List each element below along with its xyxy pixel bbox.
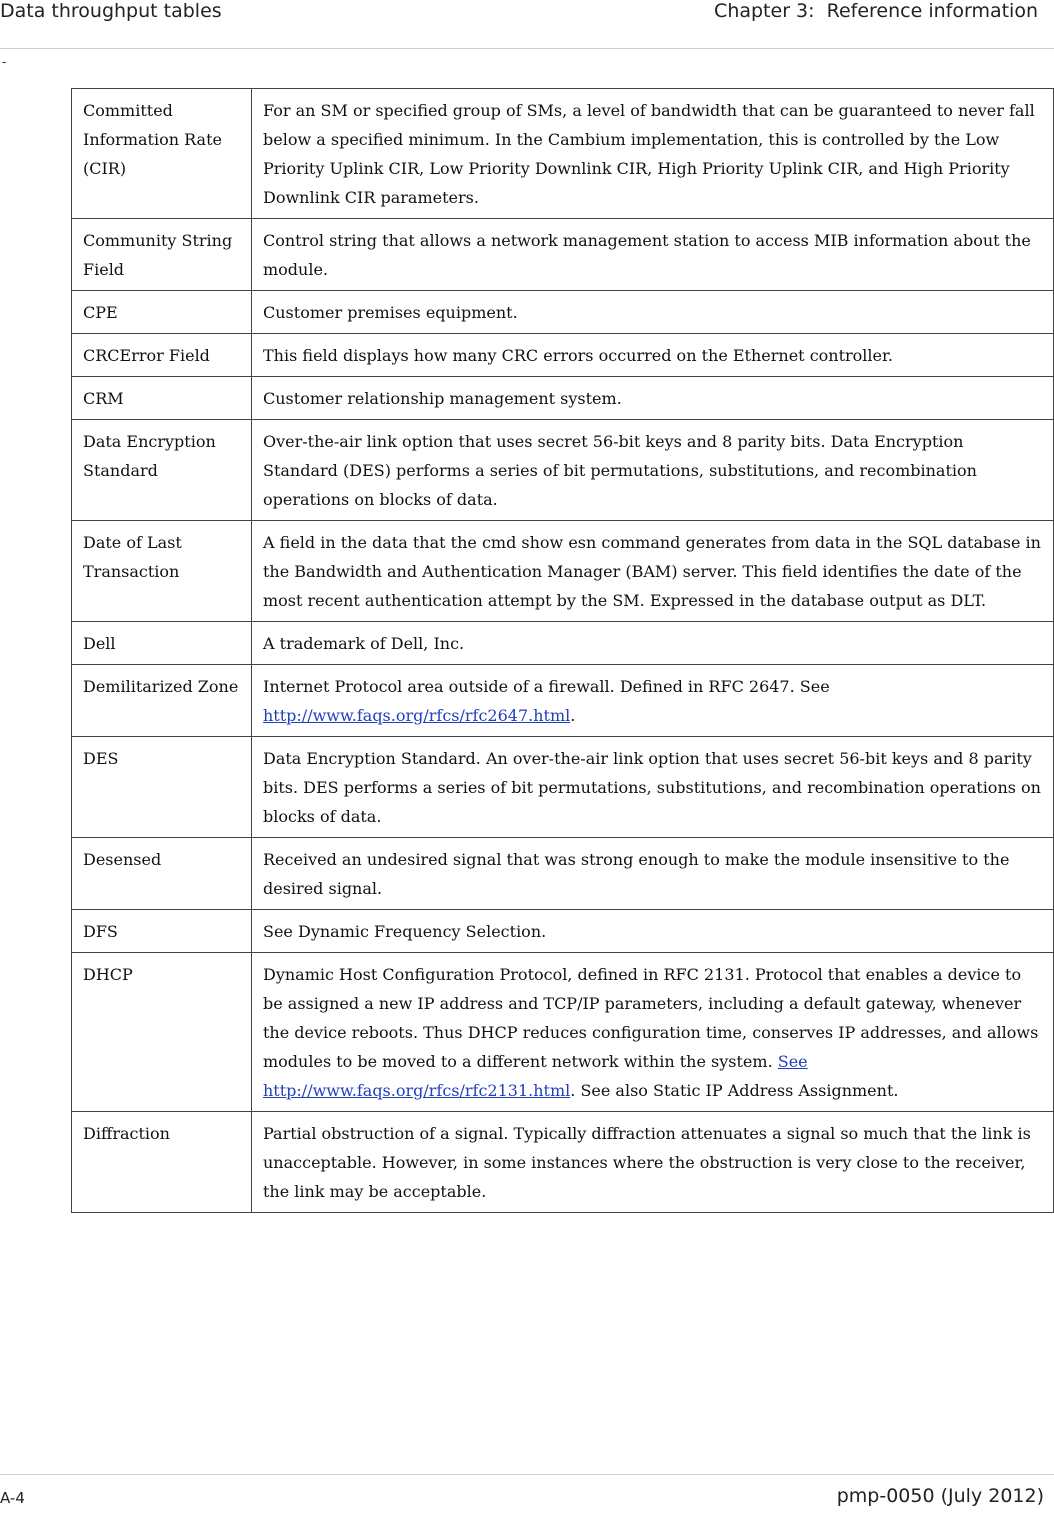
glossary-term: Diffraction: [72, 1112, 252, 1213]
table-row: [72, 622, 1054, 665]
definition-text-end: . See also Static IP Address Assignment.: [570, 1081, 899, 1100]
glossary-term: DES: [72, 737, 252, 838]
glossary-term: CRM: [72, 377, 252, 420]
header-section-title: Data throughput tables: [0, 0, 222, 22]
page-footer: [0, 1474, 1054, 1513]
table-row: [72, 219, 1054, 291]
glossary-term: Committed Information Rate (CIR): [72, 89, 252, 219]
glossary-term: Community String Field: [72, 219, 252, 291]
glossary-definition: A trademark of Dell, Inc.: [252, 622, 1054, 665]
glossary-definition: Control string that allows a network management station to access MIB information about the module.: [252, 219, 1054, 291]
table-row: [72, 665, 1054, 737]
page-number: A-4: [0, 1489, 25, 1507]
table-row: [72, 521, 1054, 622]
glossary-definition: Customer premises equipment.: [252, 291, 1054, 334]
glossary-definition: Over-the-air link option that uses secret 56-bit keys and 8 parity bits. Data Encryption Standard (DES) performs a series of bit permutations, substitutions, and recombination operations on blocks of data.: [252, 420, 1054, 521]
definition-text-end: .: [570, 706, 576, 725]
glossary-table: [71, 88, 1054, 1213]
table-row: [72, 953, 1054, 1112]
table-row: [72, 838, 1054, 910]
rfc2647-link[interactable]: http://www.faqs.org/rfcs/rfc2647.html: [263, 706, 571, 725]
definition-text: Dynamic Host Configuration Protocol, defined in RFC 2131. Protocol that enables a device to be assigned a new IP address and TCP/IP parameters, including a default gateway, whenever the device reboots. Thus DHCP reduces configuration time, conserves IP addresses, and allows modules to be moved to a different network within the system.: [263, 965, 1039, 1071]
glossary-definition: Data Encryption Standard. An over-the-air link option that uses secret 56-bit keys and 8 parity bits. DES performs a series of bit permutations, substitutions, and recombination operations on blocks of data.: [252, 737, 1054, 838]
table-row: [72, 377, 1054, 420]
table-row: [72, 420, 1054, 521]
glossary-term: Data Encryption Standard: [72, 420, 252, 521]
header-chapter-title: Chapter 3: Reference information: [714, 0, 1038, 22]
glossary-term: Date of Last Transaction: [72, 521, 252, 622]
rfc2131-link[interactable]: See http://www.faqs.org/rfcs/rfc2131.html: [263, 1052, 808, 1100]
glossary-definition: [252, 665, 1054, 737]
glossary-term: CPE: [72, 291, 252, 334]
table-row: [72, 89, 1054, 219]
glossary-term: Dell: [72, 622, 252, 665]
definition-text: Internet Protocol area outside of a firewall. Defined in RFC 2647. See: [263, 677, 830, 696]
glossary-definition: Received an undesired signal that was strong enough to make the module insensitive to the desired signal.: [252, 838, 1054, 910]
table-row: [72, 334, 1054, 377]
glossary-definition: Customer relationship management system.: [252, 377, 1054, 420]
table-row: [72, 1112, 1054, 1213]
glossary-definition: This field displays how many CRC errors occurred on the Ethernet controller.: [252, 334, 1054, 377]
table-row: [72, 737, 1054, 838]
glossary-term: DFS: [72, 910, 252, 953]
glossary-definition: A field in the data that the cmd show esn command generates from data in the SQL database in the Bandwidth and Authentication Manager (BAM) server. This field identifies the date of the most recent authentication attempt by the SM. Expressed in the database output as DLT.: [252, 521, 1054, 622]
glossary-definition: [252, 953, 1054, 1112]
glossary-term: CRCError Field: [72, 334, 252, 377]
stray-dash-mark: -: [2, 55, 7, 69]
glossary-term: Desensed: [72, 838, 252, 910]
page-header: [0, 0, 1054, 49]
document-id: pmp-0050 (July 2012): [836, 1485, 1044, 1507]
glossary-definition: Partial obstruction of a signal. Typically diffraction attenuates a signal so much that the link is unacceptable. However, in some instances where the obstruction is very close to the receiver, the link may be acceptable.: [252, 1112, 1054, 1213]
table-row: [72, 291, 1054, 334]
glossary-definition: For an SM or specified group of SMs, a level of bandwidth that can be guaranteed to never fall below a specified minimum. In the Cambium implementation, this is controlled by the Low Priority Uplink CIR, Low Priority Downlink CIR, High Priority Uplink CIR, and High Priority Downlink CIR parameters.: [252, 89, 1054, 219]
table-row: [72, 910, 1054, 953]
glossary-term: DHCP: [72, 953, 252, 1112]
glossary-definition: See Dynamic Frequency Selection.: [252, 910, 1054, 953]
glossary-term: Demilitarized Zone: [72, 665, 252, 737]
